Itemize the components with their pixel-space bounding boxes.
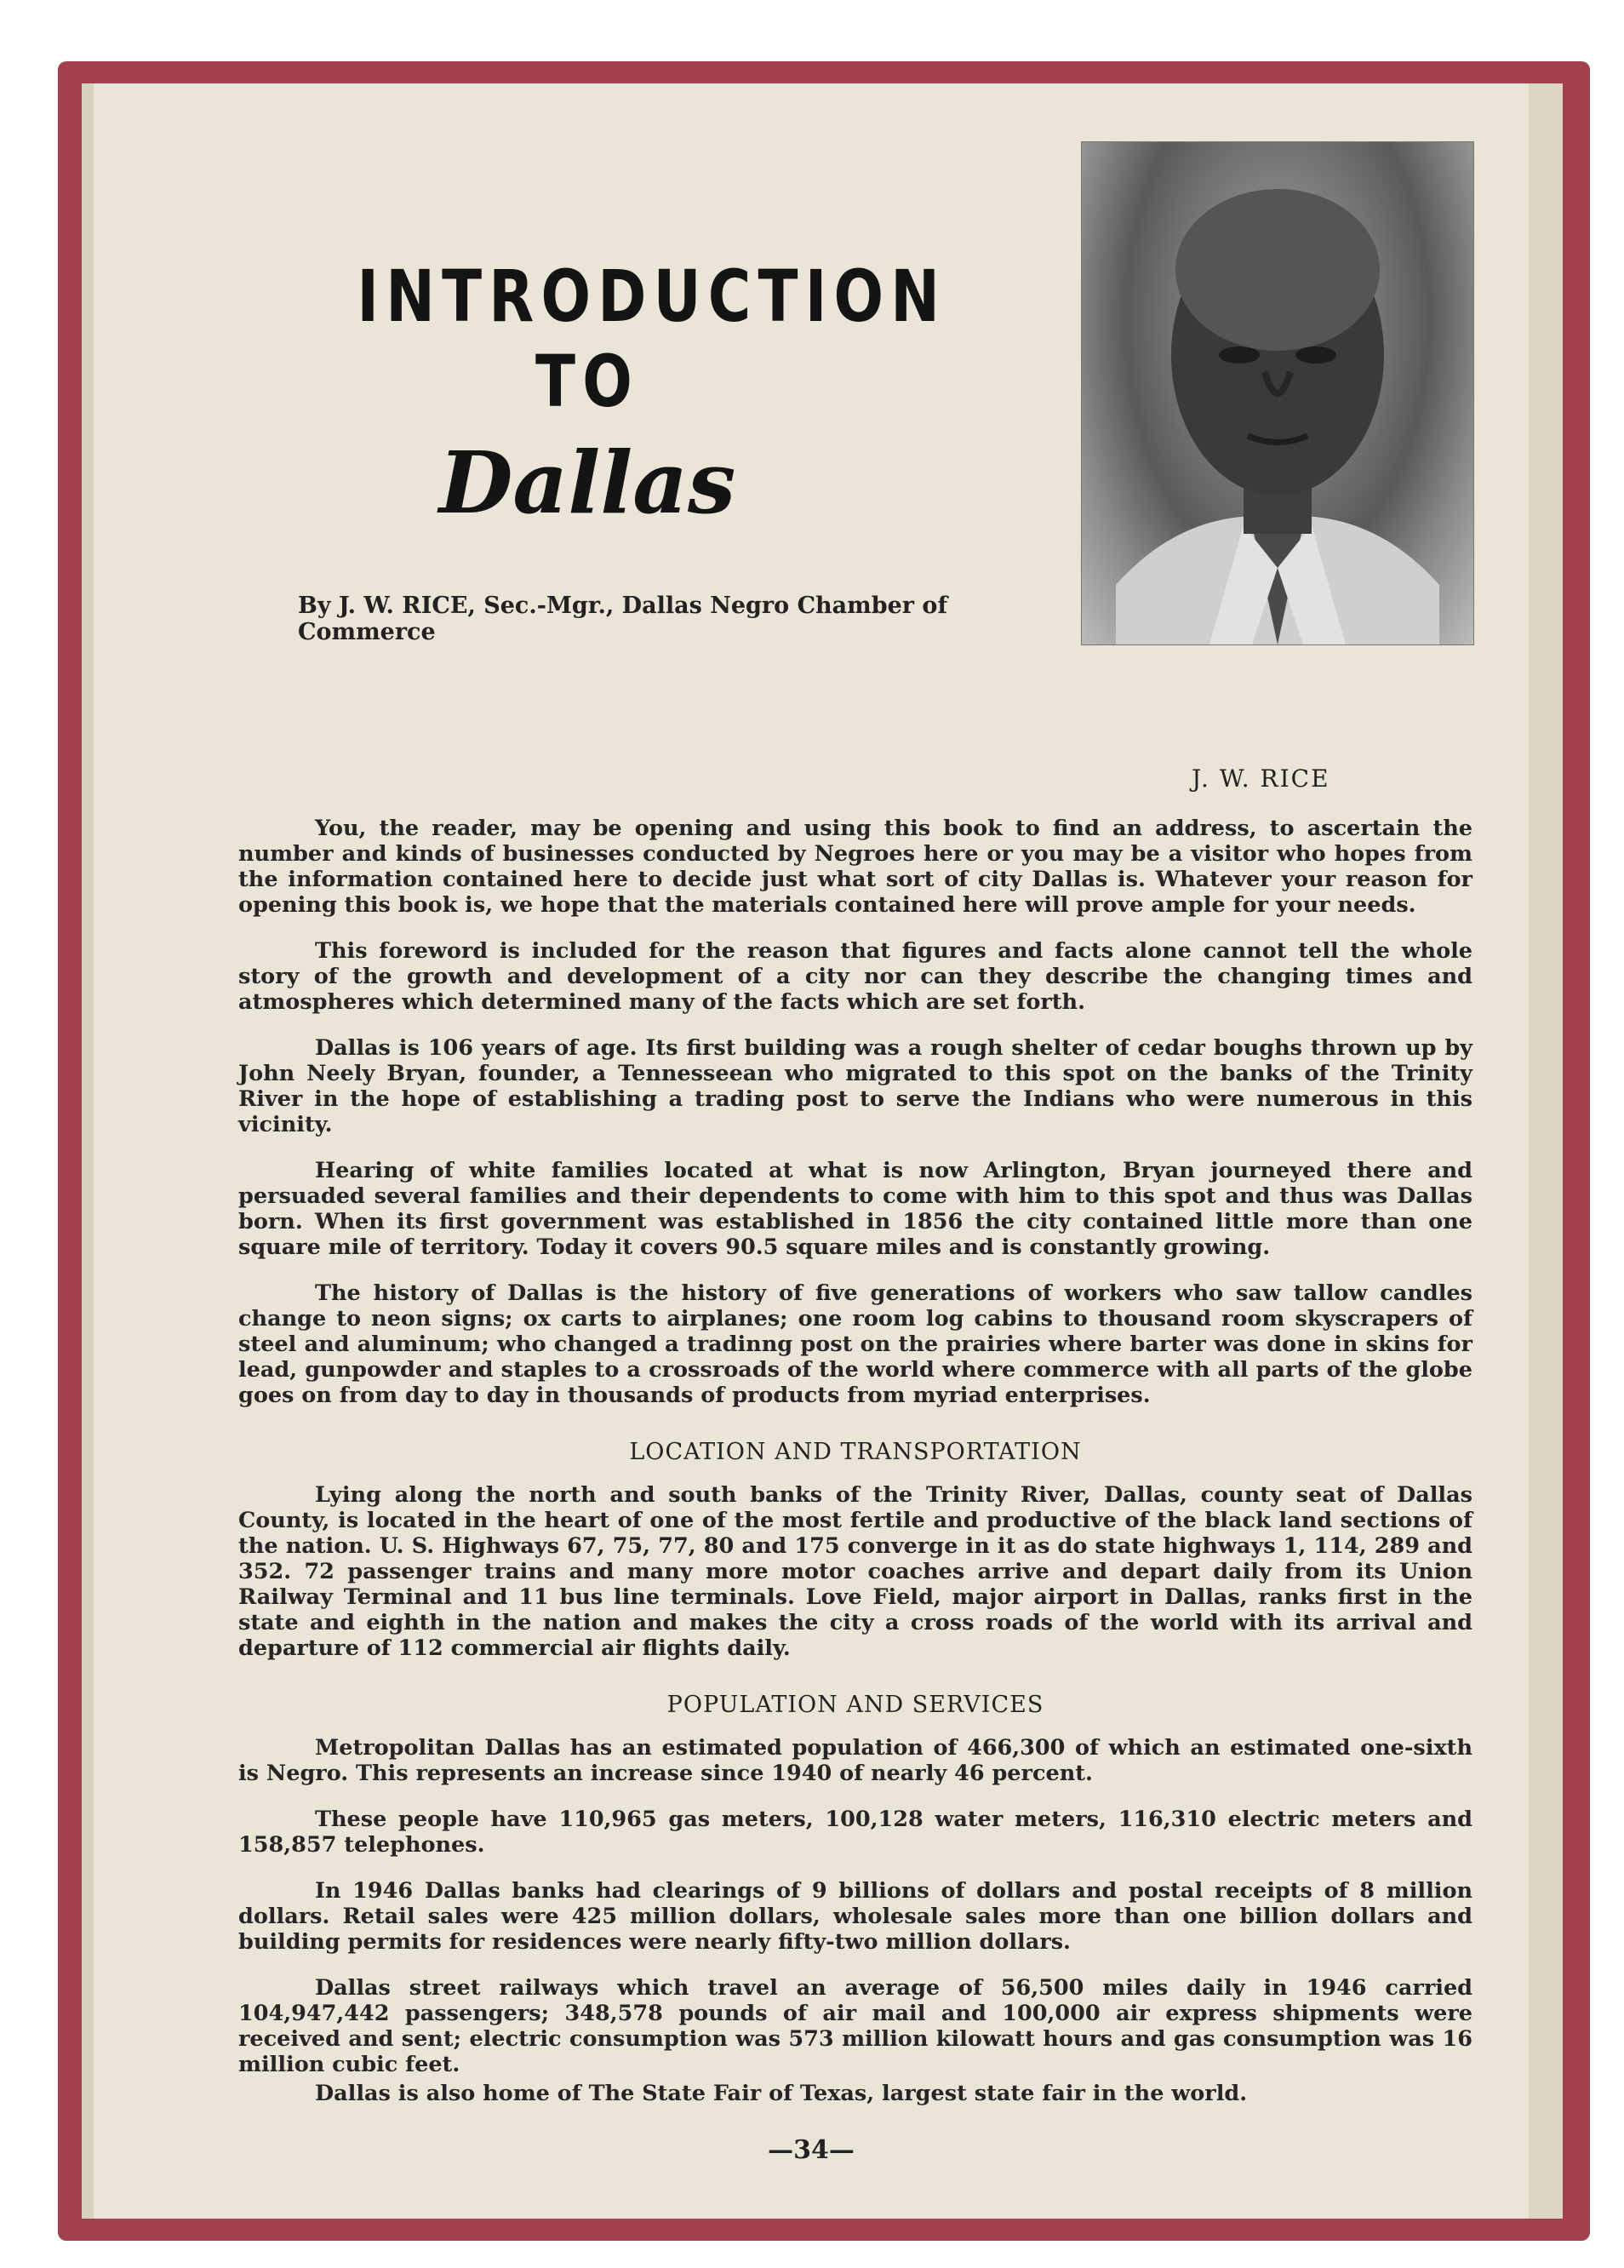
intro-paragraph-3: Dallas is 106 years of age. Its first building was a rough shelter of cedar boughs thrown up by John Neely Bryan, founder, a Tennesseean who migrated to this spot on the banks of the Trinity River in the hope of establishing a trading post to serve the Indians who were numerous in this vicinity. [238, 1035, 1472, 1137]
population-paragraph-3: In 1946 Dallas banks had clearings of 9 billions of dollars and postal receipts of 8 million dollars. Retail sales were 425 million dollars, wholesale sales more than one billion dollars and building permits for residences were nearly fifty-two million dollars. [238, 1878, 1472, 1955]
title-block [306, 254, 947, 538]
population-paragraph-5: Dallas is also home of The State Fair of Texas, largest state fair in the world. [315, 2081, 1248, 2106]
article-body [238, 816, 1472, 2127]
intro-paragraph-2: This foreword is included for the reason that figures and facts alone cannot tell the whole story of the growth and development of a city nor can they describe the changing times and atmospheres which determined many of the facts which are set forth. [238, 938, 1472, 1015]
author-portrait-photo [1081, 141, 1474, 645]
population-paragraph-1: Metropolitan Dallas has an estimated population of 466,300 of which an estimated one-sixth is Negro. This represents an increase since 1940 of nearly 46 percent. [238, 1735, 1472, 1786]
section-heading-location: LOCATION AND TRANSPORTATION [629, 1439, 1082, 1465]
intro-paragraph-5: The history of Dallas is the history of five generations of workers who saw tallow candles change to neon signs; ox carts to airplanes; one room log cabins to thousand room skyscrapers of steel and aluminum; who changed a tradinng post on the prairies where barter was done in skins for lead, gunpowder and staples to a crossroads of the world where commerce with all parts of the globe goes on from day to day in thousands of products from myriad enterprises. [238, 1280, 1472, 1408]
photo-caption: J. W. RICE [1192, 765, 1330, 793]
intro-paragraph-4: Hearing of white families located at what is now Arlington, Bryan journeyed there and persuaded several families and their dependents to come with him to this spot and thus was Dallas born. When its first government was established in 1856 the city contained little more than one square mile of territory. Today it covers 90.5 square miles and is constantly growing. [238, 1158, 1472, 1260]
portrait-figure [1082, 142, 1473, 644]
page-number: —34— [768, 2135, 855, 2165]
title-line-dallas: Dallas [438, 432, 736, 533]
byline: By J. W. RICE, Sec.-Mgr., Dallas Negro Chamber of Commerce [298, 593, 948, 645]
page-edge-stack [1529, 83, 1563, 2219]
population-paragraph-4: Dallas street railways which travel an average of 56,500 miles daily in 1946 carried 104,947,442 passengers; 348,578 pounds of air mail and 100,000 air express shipments were received and sent; electric consumption was 573 million kilowatt hours and gas consumption was 16 million cubic feet. [238, 1975, 1472, 2077]
location-paragraph-1: Lying along the north and south banks of the Trinity River, Dallas, county seat of Dallas County, is located in the heart of one of the most fertile and productive of the black land sections of the nation. U. S. Highways 67, 75, 77, 80 and 175 converge in it as do state highways 1, 114, 289 and 352. 72 passenger trains and many more motor coaches arrive and depart daily from its Union Railway Terminal and 11 bus line terminals. Love Field, major airport in Dallas, ranks first in the state and eighth in the nation and makes the city a cross roads of the world with its arrival and departure of 112 commercial air flights daily. [238, 1482, 1472, 1661]
population-paragraph-2: These people have 110,965 gas meters, 100,128 water meters, 116,310 electric meters and 158,857 telephones. [238, 1807, 1472, 1858]
title-line-introduction: INTRODUCTION [357, 255, 947, 338]
book-page [82, 83, 1563, 2219]
title-line-to: TO [535, 340, 639, 423]
intro-paragraph-1: You, the reader, may be opening and using this book to find an address, to ascertain the number and kinds of businesses conducted by Negroes here or you may be a visitor who hopes from the information contained here to decide just what sort of city Dallas is. Whatever your reason for opening this book is, we hope that the materials contained here will prove ample for your needs. [238, 816, 1472, 918]
section-heading-population: POPULATION AND SERVICES [666, 1692, 1044, 1718]
